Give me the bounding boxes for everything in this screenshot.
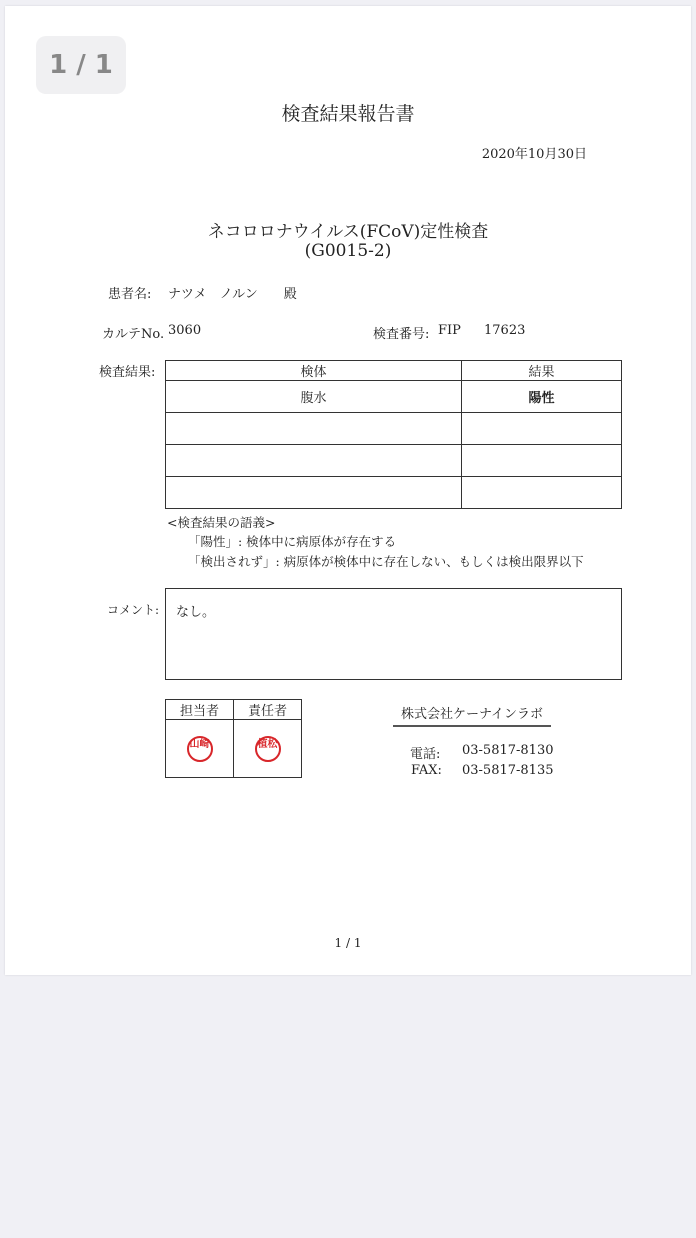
company-name: 株式会社ケーナインラボ [393,703,551,727]
comment-box [165,588,622,680]
test-name: ネコロロナウイルス(FCoV)定性検査 [207,222,489,242]
table-row [166,413,622,445]
report-title: 検査結果報告書 [281,103,415,125]
definition-negative: 「検出されず」: 病原体が検体中に存在しない、もしくは検出限界以下 [188,554,584,569]
specimen-cell [166,413,462,445]
document-page [5,6,691,975]
results-header-row [166,361,622,381]
stamp-cell [166,720,234,778]
table-row [166,477,622,509]
test-no-prefix: FIP [438,323,461,338]
page-indicator: 1 / 1 [36,36,126,94]
chart-no-label: カルテNo. [102,327,165,342]
header-result: 結果 [462,361,622,381]
header-specimen: 検体 [166,361,462,381]
specimen-cell [166,445,462,477]
stamp-table [165,699,302,778]
test-no-value: 17623 [484,323,526,338]
comment-label: コメント: [107,603,160,617]
results-label: 検査結果: [99,365,156,380]
header-person-in-charge: 担当者 [166,700,234,720]
definitions-heading: <検査結果の語義> [167,515,276,530]
definition-positive: 「陽性」: 検体中に病原体が存在する [188,534,397,549]
fax-label: FAX: [411,763,442,778]
phone-label: 電話: [410,747,441,762]
stamp-cell [234,720,302,778]
result-cell [462,445,622,477]
patient-name: ナツメ ノルン 殿 [168,287,297,302]
footer-page-number: 1 / 1 [334,936,362,950]
header-responsible: 責任者 [234,700,302,720]
seal-stamp-icon: 山崎 [187,736,213,762]
result-cell: 陽性 [462,381,622,413]
result-cell [462,413,622,445]
result-cell [462,477,622,509]
results-table [165,360,622,509]
fax-number: 03-5817-8135 [462,763,554,778]
chart-no-value: 3060 [168,323,202,338]
table-row [166,381,622,413]
seal-stamp-icon: 植松 [255,736,281,762]
patient-label: 患者名: [108,287,152,302]
specimen-cell [166,477,462,509]
report-date: 2020年10月30日 [481,147,587,162]
test-no-label: 検査番号: [373,327,430,342]
comment-text: なし。 [176,605,216,620]
table-row [166,445,622,477]
phone-number: 03-5817-8130 [462,743,554,758]
test-code: (G0015-2) [304,241,392,261]
specimen-cell: 腹水 [166,381,462,413]
